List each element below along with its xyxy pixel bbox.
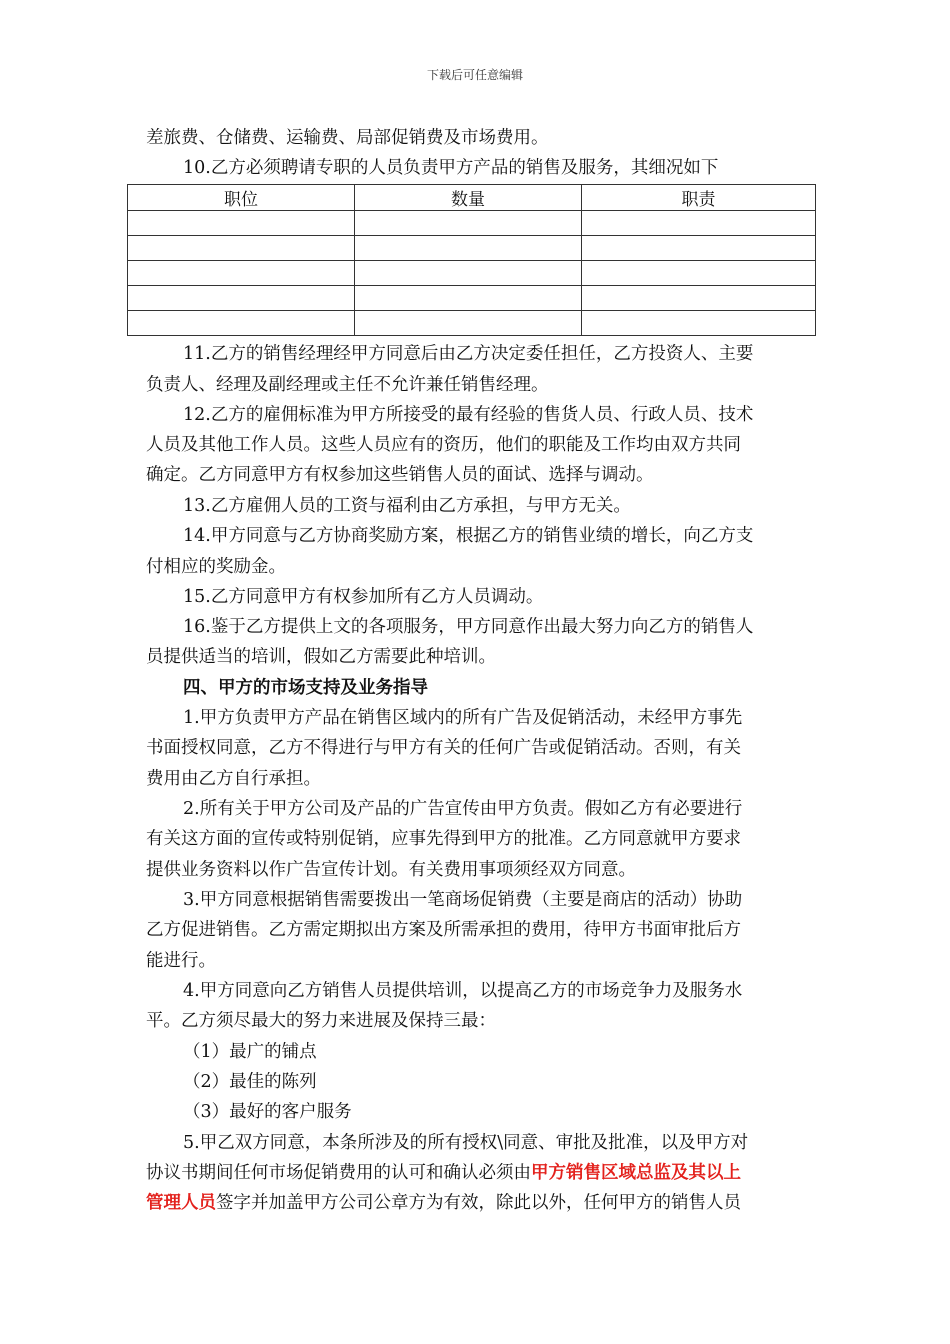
table-cell [355,236,582,261]
text-line [146,1191,741,1215]
table-row [128,261,816,286]
table-cell [582,211,816,236]
table-cell [128,261,355,286]
text-line: 提供业务资料以作广告宣传计划。有关费用事项须经双方同意。 [146,860,636,880]
text-line: 3.甲方同意根据销售需要拨出一笔商场促销费（主要是商店的活动）协助 [183,890,743,910]
text-line: 5.甲乙双方同意，本条所涉及的所有授权\同意、审批及批准，以及甲方对 [183,1133,749,1153]
text-line: 14.甲方同意与乙方协商奖励方案，根据乙方的销售业绩的增长，向乙方支 [183,526,754,546]
table-row [128,286,816,311]
text-line: 2.所有关于甲方公司及产品的广告宣传由甲方负责。假如乙方有必要进行 [183,799,743,819]
list-item: （3）最好的客户服务 [183,1102,352,1122]
section-heading: 四、甲方的市场支持及业务指导 [183,678,428,698]
table-header-row [128,185,816,211]
text-line: 4.甲方同意向乙方销售人员提供培训，以提高乙方的市场竞争力及服务水 [183,981,743,1001]
table-cell [128,286,355,311]
text-line: 确定。乙方同意甲方有权参加这些销售人员的面试、选择与调动。 [146,465,654,485]
table-header-position: 职位 [128,185,355,211]
table-cell [355,211,582,236]
table-cell [582,236,816,261]
table-row [128,211,816,236]
text-segment: 协议书期间任何市场促销费用的认可和确认必须由 [146,1163,531,1183]
text-line: 能进行。 [146,951,216,971]
page-header: 下载后可任意编辑 [426,68,523,82]
table-cell [355,261,582,286]
text-line: 书面授权同意，乙方不得进行与甲方有关的任何广告或促销活动。否则，有关 [146,738,741,758]
list-item: （1）最广的铺点 [183,1042,317,1062]
table-header-quantity: 数量 [355,185,582,211]
text-line: 乙方促进销售。乙方需定期拟出方案及所需承担的费用，待甲方书面审批后方 [146,920,741,940]
text-line: 费用由乙方自行承担。 [146,769,321,789]
text-line: 付相应的奖励金。 [146,557,286,577]
table-cell [355,311,582,336]
text-line: 人员及其他工作人员。这些人员应有的资历，他们的职能及工作均由双方共同 [146,435,741,455]
text-line: 负责人、经理及副经理或主任不允许兼任销售经理。 [146,375,549,395]
text-line: 13.乙方雇佣人员的工资与福利由乙方承担，与甲方无关。 [183,496,631,516]
text-segment: 签字并加盖甲方公司公章方为有效，除此以外，任何甲方的销售人员 [216,1193,741,1213]
text-line: 有关这方面的宣传或特别促销，应事先得到甲方的批准。乙方同意就甲方要求 [146,829,741,849]
text-line: 1.甲方负责甲方产品在销售区域内的所有广告及促销活动，未经甲方事先 [183,708,743,728]
table-cell [582,311,816,336]
highlighted-text: 管理人员 [146,1193,216,1213]
table-row [128,311,816,336]
highlighted-text: 甲方销售区域总监及其以上 [531,1163,741,1183]
table-header-duty: 职责 [582,185,816,211]
table-cell [128,311,355,336]
staff-table [127,184,816,336]
text-line: 11.乙方的销售经理经甲方同意后由乙方决定委任担任，乙方投资人、主要 [183,344,754,364]
text-line [146,1161,741,1185]
table-cell [582,261,816,286]
table-cell [582,286,816,311]
text-line: 16.鉴于乙方提供上文的各项服务，甲方同意作出最大努力向乙方的销售人 [183,617,754,637]
table-row [128,236,816,261]
table-cell [128,236,355,261]
text-line: 平。乙方须尽最大的努力来进展及保持三最： [146,1011,496,1031]
table-cell [355,286,582,311]
table-cell [128,211,355,236]
text-line: 差旅费、仓储费、运输费、局部促销费及市场费用。 [146,128,549,148]
list-item: （2）最佳的陈列 [183,1072,317,1092]
text-line: 15.乙方同意甲方有权参加所有乙方人员调动。 [183,587,544,607]
text-line: 员提供适当的培训，假如乙方需要此种培训。 [146,647,496,667]
text-line: 12.乙方的雇佣标准为甲方所接受的最有经验的售货人员、行政人员、技术 [183,405,754,425]
text-line: 10.乙方必须聘请专职的人员负责甲方产品的销售及服务，其细况如下 [183,158,719,178]
